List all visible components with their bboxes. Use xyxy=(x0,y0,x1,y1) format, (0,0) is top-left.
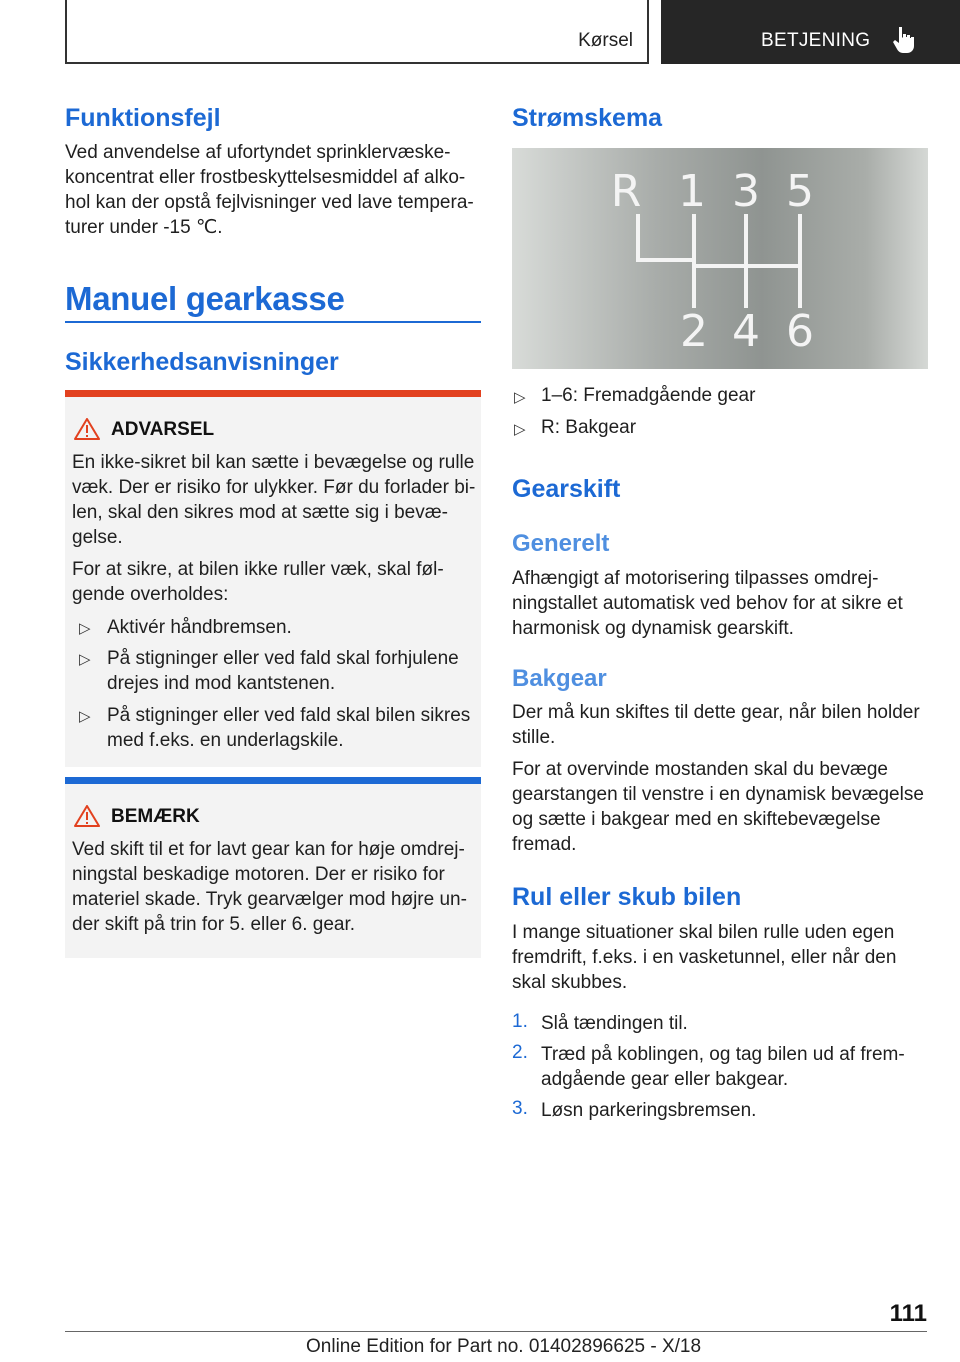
shift-gate-lines xyxy=(638,216,800,306)
funktionsfejl-text xyxy=(65,140,481,240)
warning-bullet-3 xyxy=(107,703,470,753)
text-line: len, skal den sikres mod at sætte sig i bevæ- xyxy=(72,502,448,523)
text-line: skal skubbes. xyxy=(512,972,628,993)
text-line: Træd på koblingen, og tag bilen ud af frem- xyxy=(541,1044,905,1065)
step-number: 3. xyxy=(512,1098,528,1119)
warning-title: ADVARSEL xyxy=(111,419,215,440)
gear-label-6: 6 xyxy=(786,306,814,357)
shift-pattern-diagram xyxy=(512,148,928,369)
header-section-tab xyxy=(65,0,649,64)
text-line: For at sikre, at bilen ikke ruller væk, skal føl- xyxy=(72,559,444,580)
step-number: 2. xyxy=(512,1042,528,1063)
text-line: turer under -15 ℃. xyxy=(65,217,223,238)
warning-triangle-icon xyxy=(74,805,100,827)
text-line: ningstal beskadige motoren. Der er risiko for xyxy=(72,864,445,885)
text-line: Ved skift til et for lavt gear kan for høje omdrej- xyxy=(72,839,465,860)
text-line: harmonisk og dynamisk gearskift. xyxy=(512,618,794,639)
bullet-triangle-icon: ▷ xyxy=(514,389,526,406)
page-number: 111 xyxy=(889,1300,927,1327)
main-heading: Manuel gearkasse xyxy=(65,280,345,317)
warning-bullet-2 xyxy=(107,646,459,696)
heading-underline xyxy=(65,321,481,323)
safety-heading: Sikkerhedsanvisninger xyxy=(65,348,339,376)
text-line: der skift på trin for 5. eller 6. gear. xyxy=(72,914,356,935)
gear-label-r: R xyxy=(610,166,642,217)
warning-bullet-1 xyxy=(107,615,292,640)
notice-color-bar xyxy=(65,777,481,784)
gearskift-heading: Gearskift xyxy=(512,475,621,503)
text-line: Afhængigt af motorisering tilpasses omdrej- xyxy=(512,568,879,589)
gear-label-5: 5 xyxy=(786,166,814,217)
text-line: En ikke-sikret bil kan sætte i bevægelse og rulle xyxy=(72,452,475,473)
gear-label-1: 1 xyxy=(678,166,706,217)
bullet-triangle-icon: ▷ xyxy=(79,708,91,725)
bakgear-para1 xyxy=(512,700,928,750)
text-line: gende overholdes: xyxy=(72,584,229,605)
text-line: fremdrift, f.eks. i en vasketunnel, eller når den xyxy=(512,947,897,968)
text-line: hol kan der opstå fejlvisninger ved lave tempera- xyxy=(65,192,474,213)
step-3-text xyxy=(541,1098,756,1123)
text-line: gelse. xyxy=(72,527,123,548)
text-line: For at overvinde mostanden skal du bevæge xyxy=(512,759,888,780)
warning-para2 xyxy=(72,557,477,607)
generelt-heading: Generelt xyxy=(512,530,610,557)
legend-item-1: 1–6: Fremadgående gear xyxy=(541,385,756,406)
text-line: På stigninger eller ved fald skal forhjulene xyxy=(107,648,459,669)
gear-label-4: 4 xyxy=(732,306,760,357)
header-section-label: Kørsel xyxy=(578,30,633,51)
gear-label-2: 2 xyxy=(680,306,708,357)
step-2-text xyxy=(541,1042,905,1092)
footer-edition: Online Edition for Part no. 01402896625 - X/18 xyxy=(306,1336,702,1357)
step-1-text xyxy=(541,1011,688,1036)
text-line: koncentrat eller frostbeskyttelsesmiddel af alko- xyxy=(65,167,466,188)
shift-pattern-image xyxy=(512,148,928,369)
text-line: fremad. xyxy=(512,834,577,855)
warning-box xyxy=(65,390,481,767)
bakgear-heading: Bakgear xyxy=(512,665,607,692)
text-line: På stigninger eller ved fald skal bilen sikres xyxy=(107,705,471,726)
text-line: adgående gear eller bakgear. xyxy=(541,1069,789,1090)
text-line: med f.eks. en underlagskile. xyxy=(107,730,344,751)
warning-triangle-icon xyxy=(74,418,100,440)
text-line: drejes ind mod kantstenen. xyxy=(107,673,336,694)
text-line: Løsn parkeringsbremsen. xyxy=(541,1100,757,1121)
footer-divider xyxy=(65,1331,927,1332)
rul-heading: Rul eller skub bilen xyxy=(512,883,742,911)
text-line: Aktivér håndbremsen. xyxy=(107,617,292,638)
text-line: Ved anvendelse af ufortyndet sprinklervæske- xyxy=(65,142,451,163)
bakgear-para2 xyxy=(512,757,928,857)
legend-item-2: R: Bakgear xyxy=(541,417,637,438)
text-line: stille. xyxy=(512,727,556,748)
rul-text xyxy=(512,920,928,995)
header-chapter-tab xyxy=(661,0,960,64)
text-line: og sætte i bakgear med en skiftebevægelse xyxy=(512,809,881,830)
bullet-triangle-icon: ▷ xyxy=(514,421,526,438)
notice-box xyxy=(65,777,481,958)
text-line: væk. Der er risiko for ulykker. Før du forlader bi- xyxy=(72,477,476,498)
step-number: 1. xyxy=(512,1011,528,1032)
text-line: Slå tændingen til. xyxy=(541,1013,688,1034)
warning-color-bar xyxy=(65,390,481,397)
generelt-text xyxy=(512,566,928,641)
hand-pointer-icon xyxy=(893,25,915,53)
warning-para1 xyxy=(72,450,477,550)
funktionsfejl-heading: Funktionsfejl xyxy=(65,104,221,132)
bullet-triangle-icon: ▷ xyxy=(79,620,91,637)
header-chapter-label: BETJENING xyxy=(761,30,871,51)
text-line: ningstallet automatisk ved behov for at sikre et xyxy=(512,593,903,614)
notice-title: BEMÆRK xyxy=(111,806,200,827)
diagram-heading: Strømskema xyxy=(512,104,663,132)
bullet-triangle-icon: ▷ xyxy=(79,651,91,668)
text-line: Der må kun skiftes til dette gear, når bilen holder xyxy=(512,702,920,723)
text-line: I mange situationer skal bilen rulle uden egen xyxy=(512,922,895,943)
text-line: materiel skade. Tryk gearvælger mod højre un- xyxy=(72,889,467,910)
text-line: gearstangen til venstre i en dynamisk bevægelse xyxy=(512,784,924,805)
gear-label-3: 3 xyxy=(732,166,760,217)
notice-text xyxy=(72,837,477,937)
